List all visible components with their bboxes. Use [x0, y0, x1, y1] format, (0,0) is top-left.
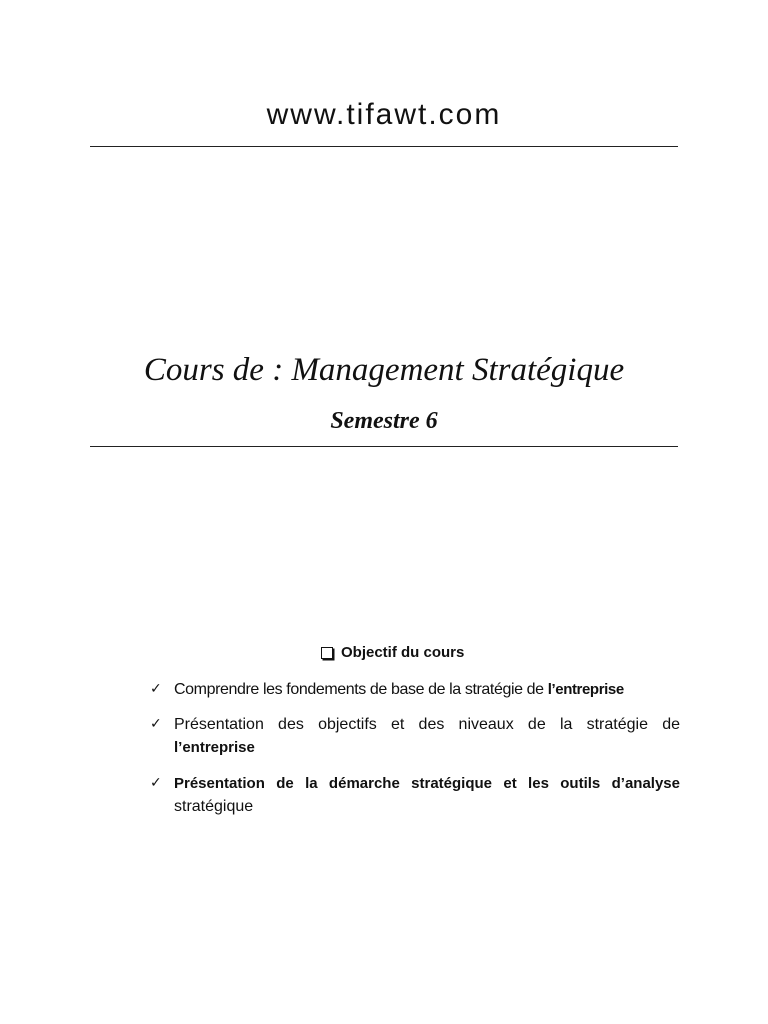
- objective-text-bold: l’entreprise: [547, 681, 624, 698]
- objective-text: [174, 772, 680, 818]
- semester-label: Semestre 6: [330, 408, 438, 434]
- objectives-heading: [321, 644, 464, 661]
- objective-text-regular: stratégique: [174, 798, 254, 815]
- objectives-heading-label: Objectif du cours: [341, 644, 465, 661]
- checkbox-square-icon: [321, 647, 333, 659]
- checkmark-icon: ✓: [150, 681, 162, 697]
- objective-text: [174, 713, 680, 759]
- objective-text-regular: Comprendre les fondements de base de la stratégie de: [174, 681, 548, 698]
- objective-item: [150, 772, 680, 818]
- objective-item: [150, 678, 680, 701]
- objective-text-bold: Présentation de la démarche stratégique et les outils d’analyse: [174, 775, 680, 792]
- objective-text: [174, 678, 680, 701]
- checkmark-icon: ✓: [150, 775, 162, 791]
- checkmark-icon: ✓: [150, 716, 162, 732]
- course-title: Cours de : Management Stratégique: [143, 352, 625, 388]
- header-divider: [90, 146, 678, 147]
- title-divider: [90, 446, 678, 447]
- objective-text-regular: Présentation des objectifs et des niveaux de la stratégie de: [174, 716, 680, 733]
- objective-item: [150, 713, 680, 759]
- objective-text-bold: l’entreprise: [174, 739, 255, 756]
- site-url: www.tifawt.com: [266, 98, 502, 131]
